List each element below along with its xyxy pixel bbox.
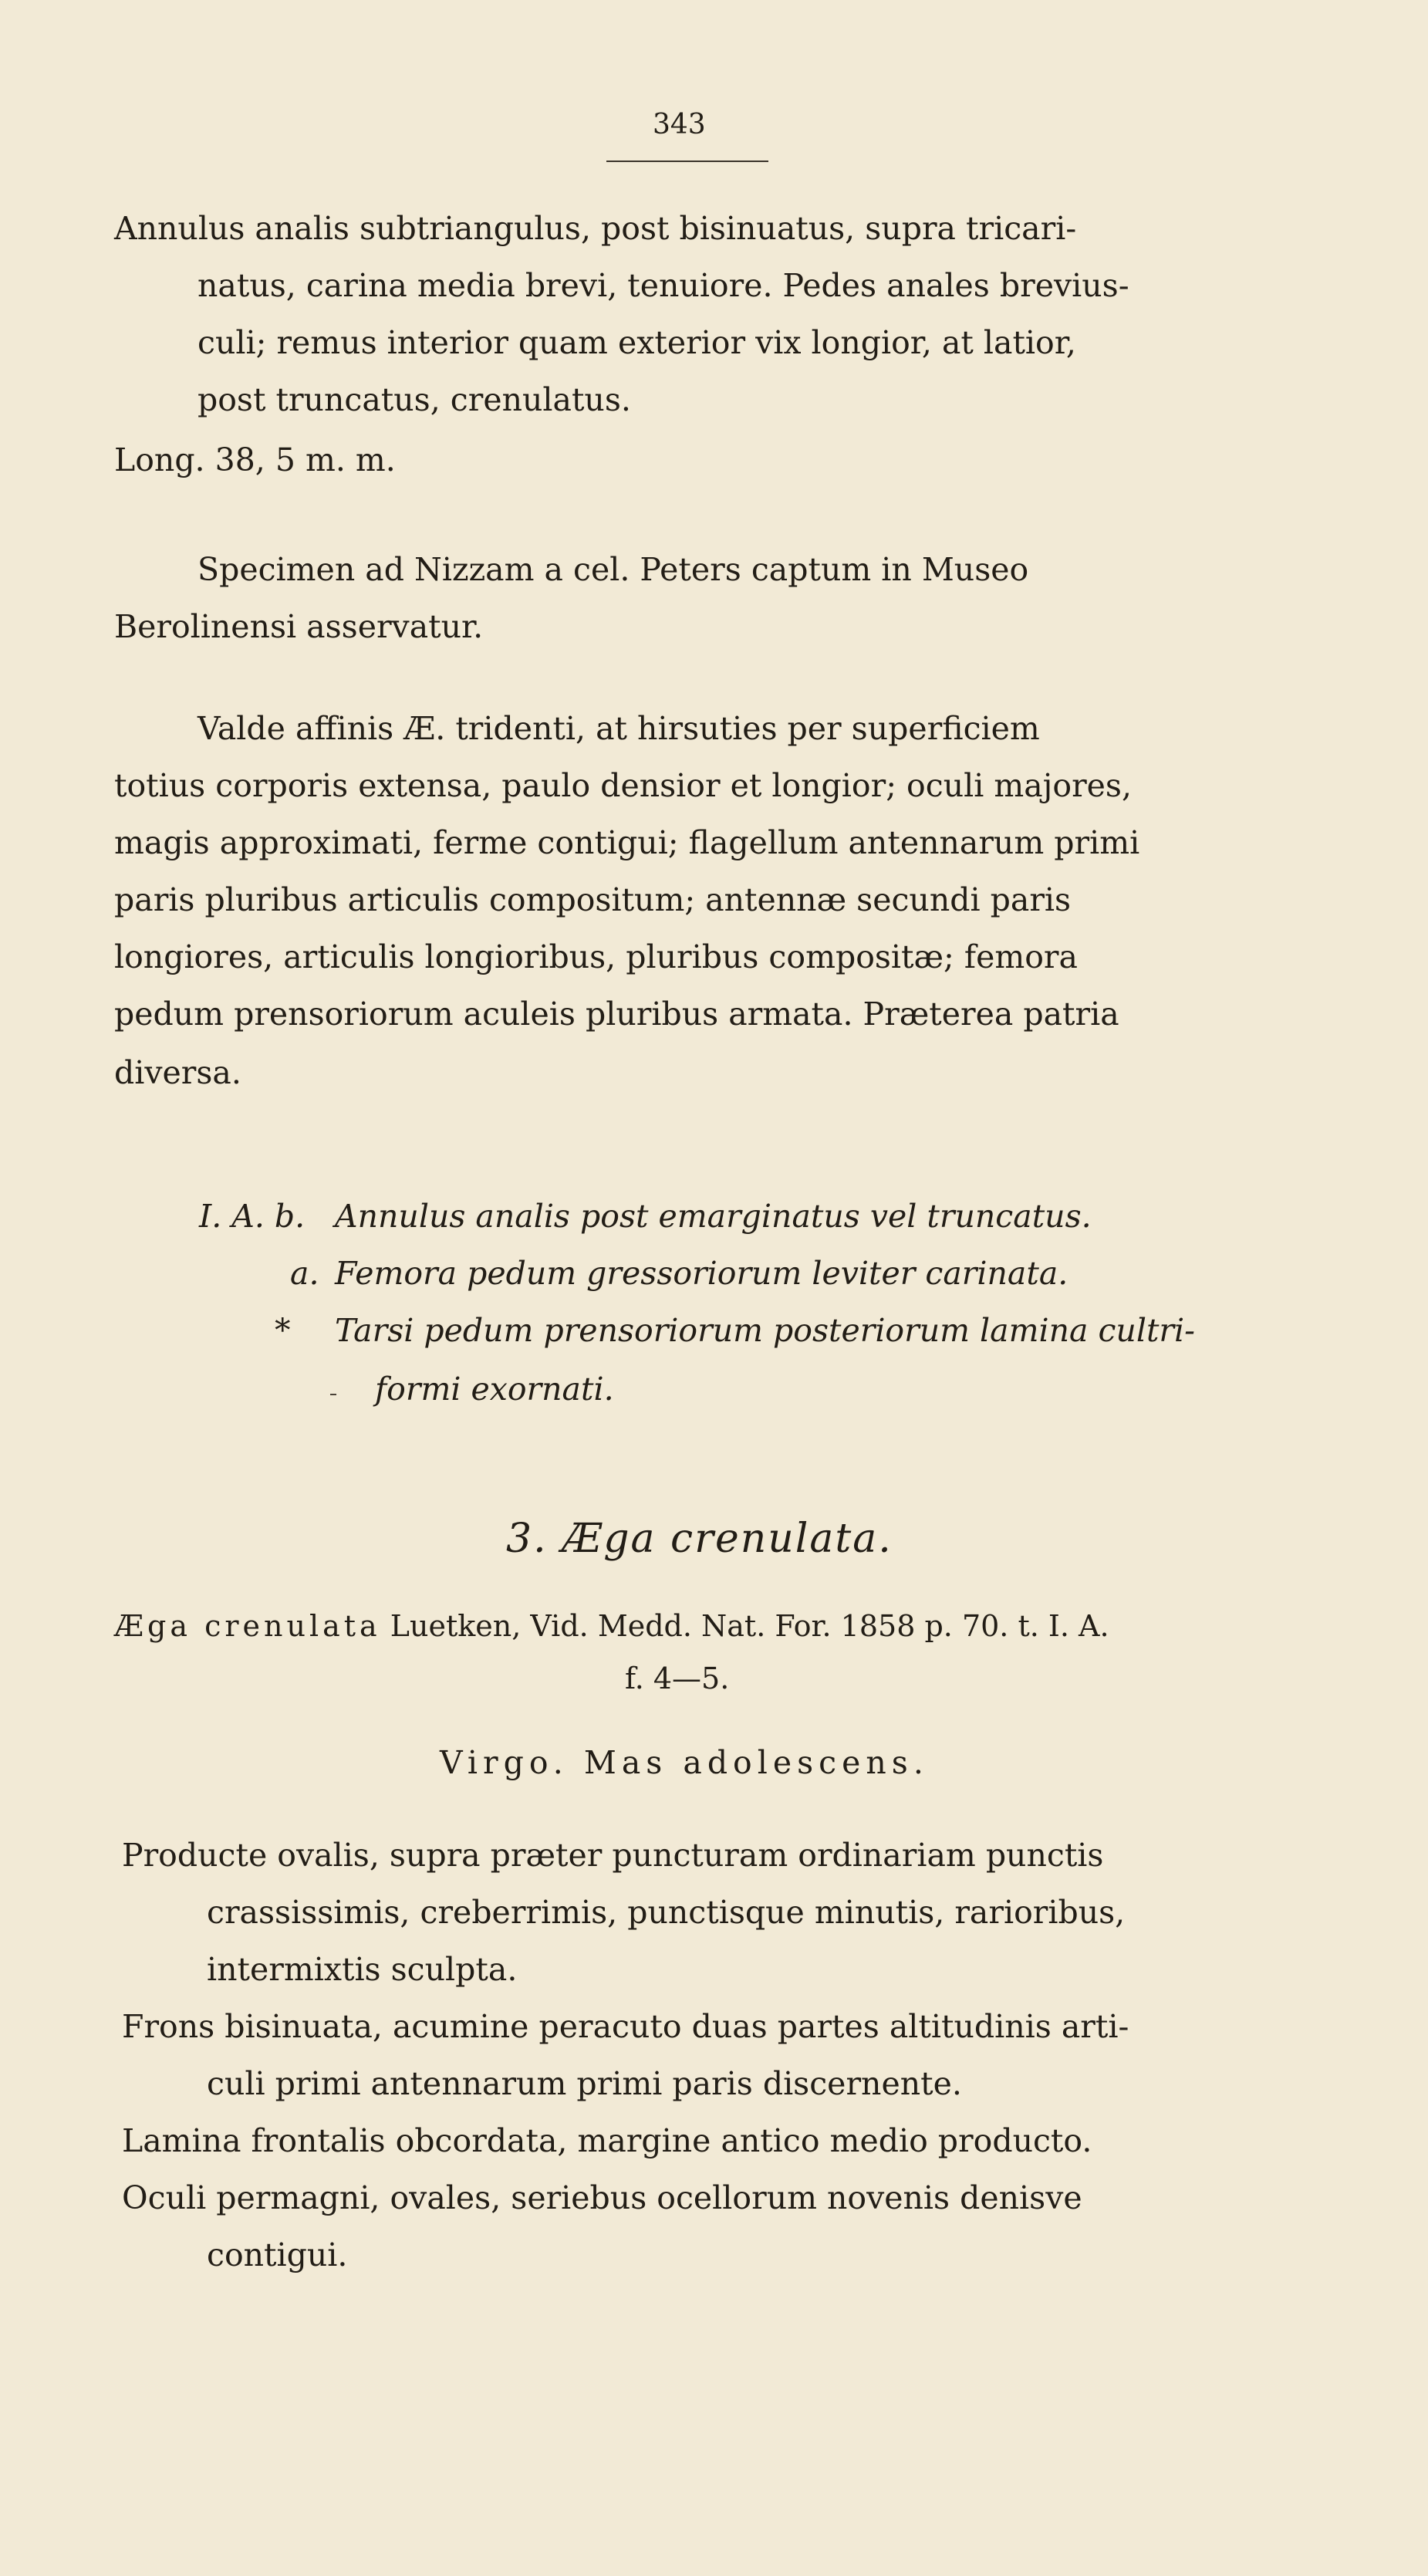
page-number: 343 [653, 109, 706, 140]
desc-line-5: culi primi antennarum primi paris discernente. [207, 2065, 962, 2102]
key-text-3: Tarsi pedum prensoriorum posteriorum lamina cultri- [335, 1312, 1195, 1349]
synonym-name: Æga crenulata [114, 1609, 381, 1643]
para3-line-2: totius corporis extensa, paulo densior et longior; oculi majores, [114, 767, 1133, 804]
para1-line-4: post truncatus, crenulatus. [197, 381, 631, 418]
para3-line-4: paris pluribus articulis compositum; antennæ secundi paris [114, 881, 1072, 918]
para1-line-3: culi; remus interior quam exterior vix longior, at latior, [197, 324, 1076, 361]
desc-line-6: Lamina frontalis obcordata, margine antico medio producto. [122, 2122, 1092, 2159]
key-label-1: I. A. b. [199, 1198, 306, 1235]
desc-line-2: crassissimis, creberrimis, punctisque minutis, rarioribus, [207, 1894, 1126, 1931]
desc-line-8: contigui. [207, 2236, 348, 2273]
key-label-3: * [275, 1312, 291, 1349]
para3-line-6: pedum prensoriorum aculeis pluribus armata. Præterea patria [114, 996, 1119, 1033]
desc-line-1: Producte ovalis, supra præter puncturam ordinariam punctis [122, 1837, 1104, 1874]
key-dash [330, 1394, 336, 1395]
para3-line-3: magis approximati, ferme contigui; flagellum antennarum primi [114, 824, 1140, 861]
para3-line-7: diversa. [114, 1054, 241, 1091]
desc-line-3: intermixtis sculpta. [207, 1951, 518, 1988]
para1-line-1: Annulus analis subtriangulus, post bisinuatus, supra tricari- [114, 210, 1077, 247]
page-number-rule [606, 161, 768, 162]
key-text-4: formi exornati. [375, 1371, 614, 1408]
synonym-line-1 [114, 1611, 1109, 1641]
desc-line-7: Oculi permagni, ovales, seriebus ocellorum novenis denisve [122, 2179, 1082, 2216]
key-text-2: Femora pedum gressoriorum leviter carinata. [335, 1255, 1068, 1292]
key-label-2: a. [290, 1255, 319, 1292]
para1-line-2: natus, carina media brevi, tenuiore. Pedes anales brevius- [197, 267, 1129, 304]
sex-line: Virgo. Mas adolescens. [440, 1744, 929, 1781]
key-text-1: Annulus analis post emarginatus vel truncatus. [335, 1198, 1092, 1235]
species-heading: 3. Ægа crenulata. [506, 1516, 893, 1562]
synonym-reference: Luetken, Vid. Medd. Nat. For. 1858 p. 70. t. I. A. [380, 1609, 1109, 1643]
para2-line-1: Specimen ad Nizzam a cel. Peters captum in Museo [197, 551, 1029, 588]
desc-line-4: Frons bisinuata, acumine peracuto duas partes altitudinis arti- [122, 2008, 1129, 2045]
para1-line-5: Long. 38, 5 m. m. [114, 441, 396, 478]
para3-line-5: longiores, articulis longioribus, pluribus compositæ; femora [114, 938, 1078, 975]
synonym-line-2: f. 4—5. [625, 1662, 730, 1695]
para3-line-1: Valde affinis Æ. tridenti, at hirsuties per superficiem [197, 710, 1040, 747]
para2-line-2: Berolinensi asservatur. [114, 608, 484, 645]
